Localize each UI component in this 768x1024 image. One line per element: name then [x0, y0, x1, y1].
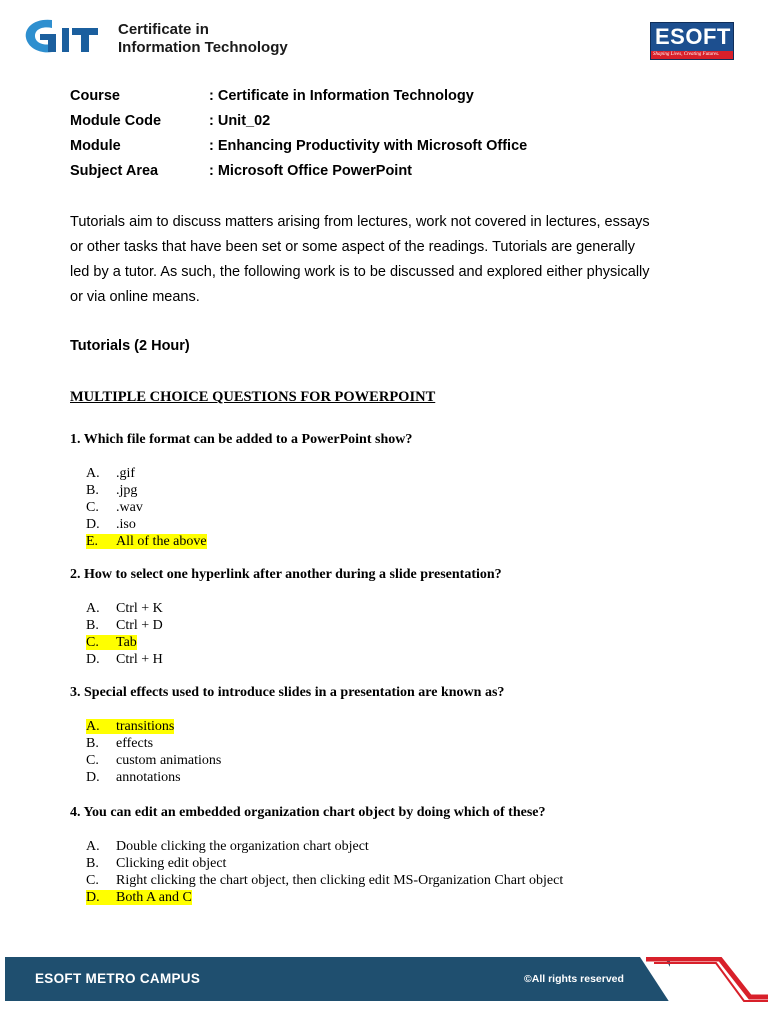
option-item	[86, 889, 563, 906]
option-item	[86, 855, 563, 872]
option-text: annotations	[116, 770, 181, 785]
intro-paragraph	[70, 210, 710, 310]
option-label: A.	[86, 466, 100, 481]
option-content	[86, 618, 163, 633]
option-item	[86, 482, 207, 499]
cit-logo	[22, 14, 106, 58]
option-content	[86, 601, 163, 616]
option-content	[86, 873, 563, 888]
option-text: Ctrl + D	[116, 618, 163, 633]
option-item	[86, 718, 221, 735]
option-text: Double clicking the organization chart object	[116, 839, 369, 854]
esoft-tagline: Shaping Lives, Creating Futures.	[653, 52, 720, 57]
option-content	[86, 652, 163, 667]
page-footer	[0, 957, 768, 1001]
esoft-logo	[650, 22, 734, 60]
option-content	[86, 736, 153, 751]
option-label: D.	[86, 652, 100, 667]
intro-line: Tutorials aim to discuss matters arising from lectures, work not covered in lectures, essays	[70, 214, 650, 230]
option-label: C.	[86, 753, 99, 768]
info-key: Module Code	[70, 113, 162, 129]
option-content	[86, 839, 369, 854]
option-text: Tab	[116, 635, 137, 650]
option-text: Ctrl + H	[116, 652, 163, 667]
option-list	[86, 600, 163, 668]
question-text: 4. You can edit an embedded organization chart object by doing which of these?	[70, 805, 546, 820]
option-item	[86, 617, 163, 634]
option-text: .jpg	[116, 483, 138, 498]
intro-line: or via online means.	[70, 289, 200, 305]
option-text: Ctrl + K	[116, 601, 163, 616]
option-content	[86, 500, 143, 515]
option-label: B.	[86, 483, 99, 498]
option-content	[86, 856, 226, 871]
highlighted-answer	[86, 719, 174, 734]
option-content	[86, 517, 136, 532]
option-label: E.	[86, 534, 99, 549]
option-label: C.	[86, 635, 99, 650]
option-item	[86, 499, 207, 516]
option-label: B.	[86, 736, 99, 751]
option-item	[86, 735, 221, 752]
option-text: transitions	[116, 719, 175, 734]
question-text: 2. How to select one hyperlink after another during a slide presentation?	[70, 567, 502, 582]
tutorials-heading: Tutorials (2 Hour)	[70, 338, 190, 354]
footer-campus: ESOFT METRO CAMPUS	[35, 971, 201, 986]
option-list	[86, 465, 207, 550]
option-label: B.	[86, 618, 99, 633]
mcq-title: MULTIPLE CHOICE QUESTIONS FOR POWERPOINT	[70, 389, 436, 405]
info-key: Course	[70, 88, 120, 104]
option-content	[86, 770, 181, 785]
intro-line: led by a tutor. As such, the following work is to be discussed and explored either physically	[70, 264, 650, 280]
option-text: .wav	[116, 500, 143, 515]
option-item	[86, 465, 207, 482]
esoft-logo-text: ESOFT	[655, 24, 731, 49]
option-item	[86, 872, 563, 889]
option-text: Right clicking the chart object, then clicking edit MS-Organization Chart object	[116, 873, 564, 888]
option-item	[86, 651, 163, 668]
highlighted-answer	[86, 534, 207, 549]
option-text: Clicking edit object	[116, 856, 227, 871]
option-label: B.	[86, 856, 99, 871]
question-text: 1. Which file format can be added to a PowerPoint show?	[70, 432, 413, 447]
option-label: A.	[86, 839, 100, 854]
option-item	[86, 533, 207, 550]
highlighted-answer	[86, 890, 192, 905]
option-content	[86, 466, 135, 481]
option-content	[86, 483, 137, 498]
option-item	[86, 634, 163, 651]
info-value: : Unit_02	[209, 113, 271, 129]
option-item	[86, 516, 207, 533]
option-label: A.	[86, 601, 100, 616]
option-label: A.	[86, 719, 100, 734]
option-label: D.	[86, 770, 100, 785]
option-item	[86, 838, 563, 855]
option-text: custom animations	[116, 753, 222, 768]
option-label: C.	[86, 873, 99, 888]
option-label: C.	[86, 500, 99, 515]
option-item	[86, 600, 163, 617]
footer-decoration	[640, 957, 768, 1003]
option-label: D.	[86, 890, 100, 905]
info-value: : Microsoft Office PowerPoint	[209, 163, 413, 179]
page-header	[0, 0, 768, 70]
option-text: effects	[116, 736, 154, 751]
option-content	[86, 753, 221, 768]
option-list	[86, 838, 563, 906]
highlighted-answer	[86, 635, 137, 650]
info-value: : Certificate in Information Technology	[209, 88, 474, 104]
option-text: Both A and C	[116, 890, 192, 905]
intro-line: or other tasks that have been set or some aspect of the readings. Tutorials are generally	[70, 239, 636, 255]
info-key: Subject Area	[70, 163, 159, 179]
info-value: : Enhancing Productivity with Microsoft Office	[209, 138, 528, 154]
option-text: .gif	[116, 466, 136, 481]
footer-rights: ©All rights reserved	[524, 973, 624, 985]
option-text: .iso	[116, 517, 136, 532]
option-item	[86, 752, 221, 769]
header-title: Certificate in Information Technology	[118, 21, 288, 56]
option-label: D.	[86, 517, 100, 532]
option-item	[86, 769, 221, 786]
option-text: All of the above	[116, 534, 207, 549]
question-text: 3. Special effects used to introduce slides in a presentation are known as?	[70, 685, 505, 700]
info-key: Module	[70, 138, 121, 154]
option-list	[86, 718, 221, 786]
